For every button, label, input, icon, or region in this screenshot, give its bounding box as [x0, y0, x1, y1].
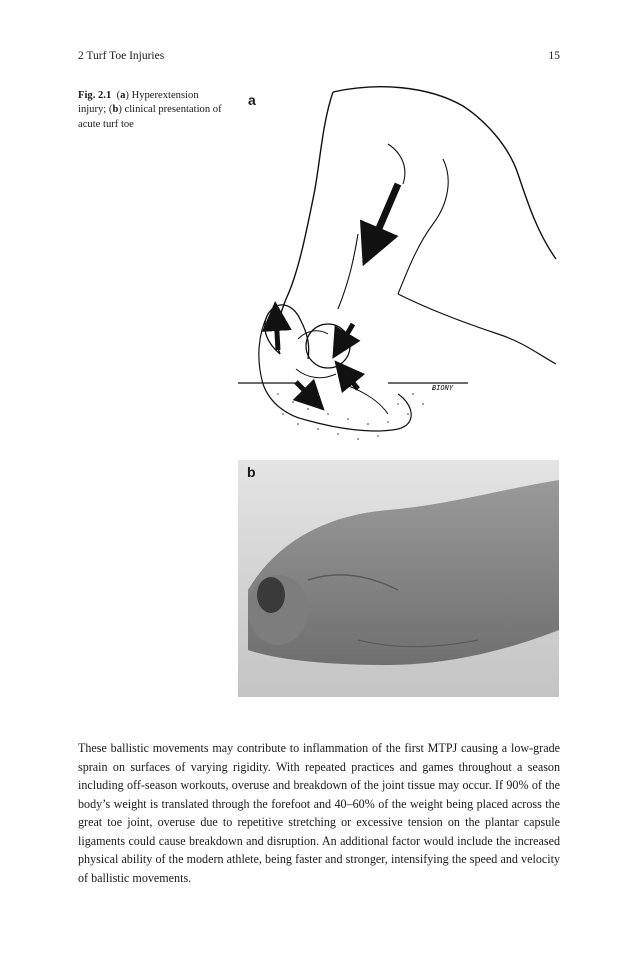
running-header	[78, 50, 560, 66]
caption-part-5: ) clinical presentation of acute turf toe	[78, 104, 222, 130]
caption-panel-a: a	[120, 90, 126, 101]
figure-label: Fig. 2.1	[78, 90, 112, 101]
figure-panel-a	[238, 84, 558, 456]
figure-panel-b	[238, 460, 559, 697]
hyperextension-drawing	[238, 84, 558, 456]
caption-part-1: (	[116, 90, 121, 101]
panel-a-label: a	[248, 92, 256, 108]
body-paragraph: These ballistic movements may contribute to inflammation of the first MTPJ causing a low-grade sprain on surfaces of varying rigidity. With repeated practices and games throughout a season including off-season workouts, overuse and breakdown of the joint tissue may occur. If 90% of the body’s weight is translated through the forefoot and 40–60% of the weight being placed across the great toe joint, overuse due to repetitive stretching or excessive tension on the plantar capsule ligaments could cause breakdown and disruption. An additional factor would include the increased physical ability of the modern athlete, being faster and stronger, intensifying the speed and velocity of ballistic movements.	[78, 741, 560, 885]
panel-b-label: b	[247, 464, 256, 480]
clinical-photo	[238, 460, 559, 697]
running-title: 2 Turf Toe Injuries	[78, 50, 165, 62]
page-number: 15	[548, 50, 560, 62]
figure-caption	[78, 89, 228, 132]
artist-signature-image: BIONY	[432, 384, 454, 392]
caption-panel-b: b	[112, 104, 119, 116]
caption-part-3: ) Hyperextension injury; (	[78, 90, 199, 116]
